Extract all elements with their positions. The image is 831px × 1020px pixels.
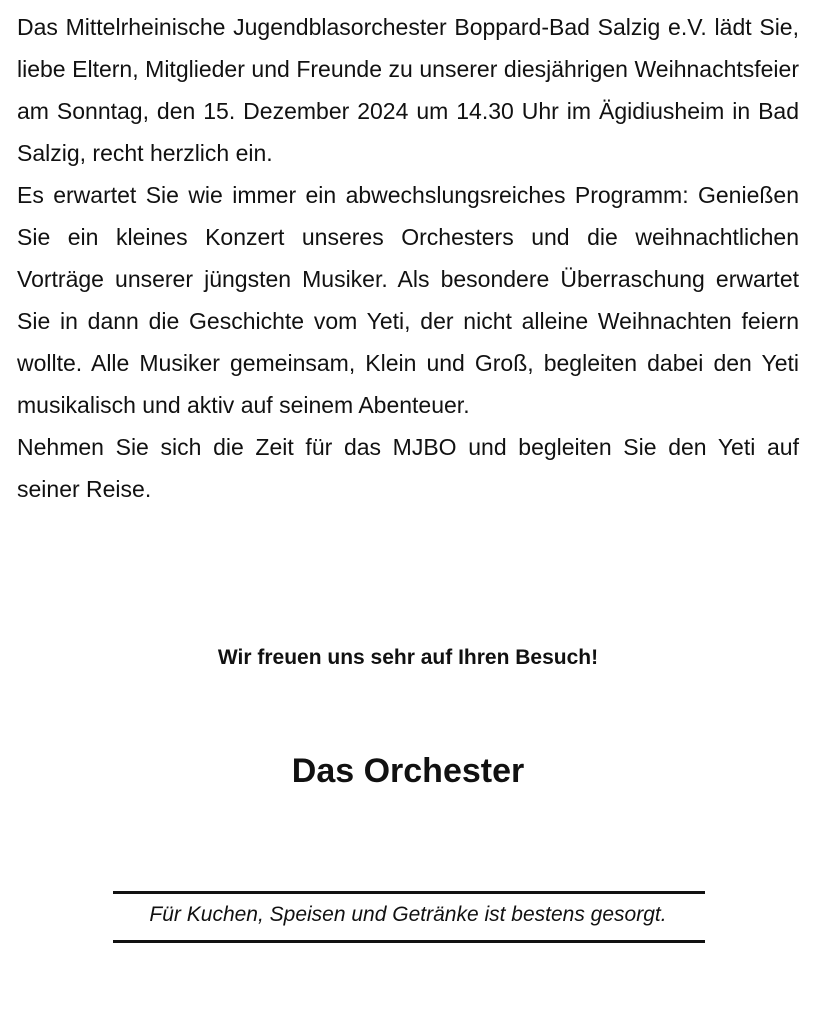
letter-body xyxy=(17,6,799,510)
program-paragraph: Es erwartet Sie wie immer ein abwechslungsreiches Programm: Genießen Sie ein kleines Konzert unseres Orchesters und die weihnachtlichen Vorträge unserer jüngsten Musiker. Als besondere Überraschung erwartet Sie in dann die Geschichte vom Yeti, der nicht alleine Weihnachten feiern wollte. Alle Musiker gemeinsam, Klein und Groß, begleiten dabei den Yeti musikalisch und aktiv auf seinem Abenteuer. xyxy=(17,182,799,418)
footnote: Für Kuchen, Speisen und Getränke ist bestens gesorgt. xyxy=(149,903,667,926)
invitation-paragraph: Nehmen Sie sich die Zeit für das MJBO und begleiten Sie den Yeti auf seiner Reise. xyxy=(17,434,799,502)
intro-paragraph: Das Mittelrheinische Jugendblasorchester Boppard-Bad Salzig e.V. lädt Sie, liebe Eltern, Mitglieder und Freunde zu unserer diesjährigen Weihnachtsfeier am Sonntag, den 15. Dezember 2024 um 14.30 Uhr im Ägidiusheim in Bad Salzig, recht herzlich ein. xyxy=(17,14,799,166)
footnote-divider-bottom xyxy=(113,940,705,943)
signature: Das Orchester xyxy=(291,752,525,790)
footnote-divider-top xyxy=(113,891,705,894)
closing-line: Wir freuen uns sehr auf Ihren Besuch! xyxy=(217,646,599,669)
